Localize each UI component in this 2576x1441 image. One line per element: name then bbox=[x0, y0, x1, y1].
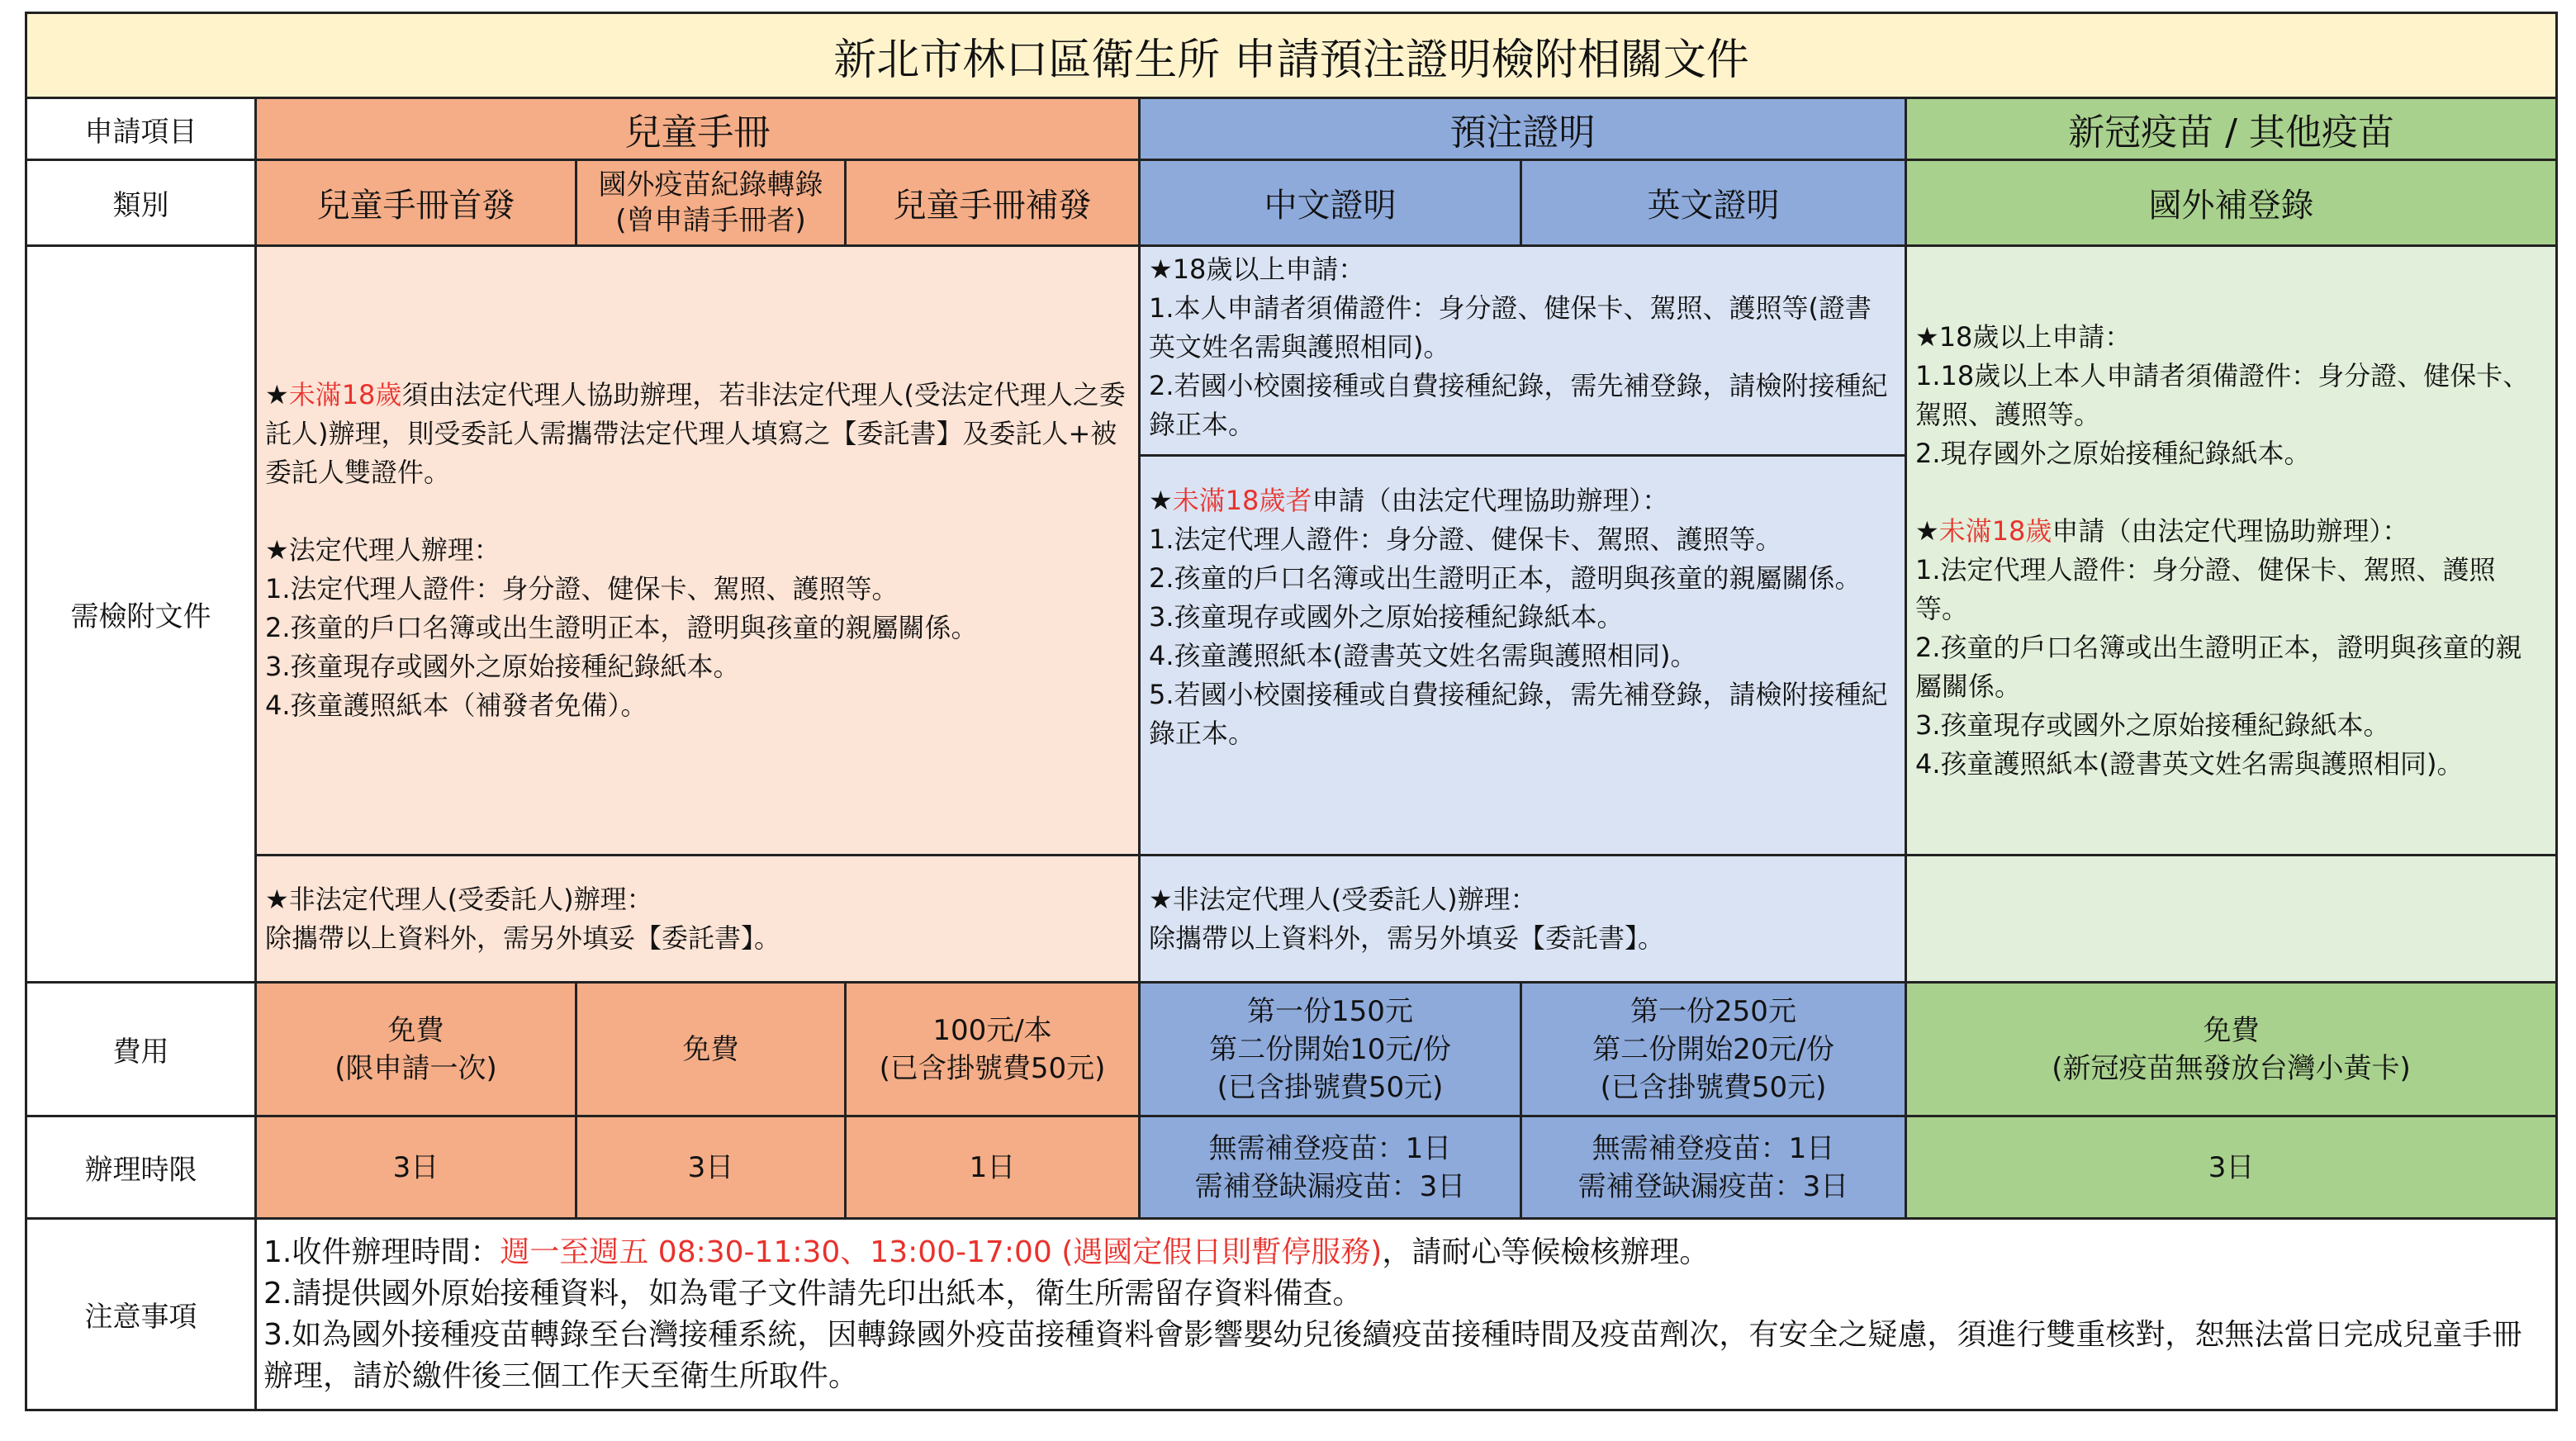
category-english-cert: 英文證明 bbox=[1521, 160, 1906, 246]
child-legal-item-2: 2.孩童的戶口名簿或出生證明正本，證明與孩童的親屬關係。 bbox=[265, 612, 978, 643]
cert-minor-item-4: 4.孩童護照紙本(證書英文姓名需與護照相同)。 bbox=[1149, 640, 1697, 671]
row-label-fee: 費用 bbox=[26, 983, 256, 1116]
cert-minor-highlight: 未滿18歲者 bbox=[1172, 485, 1312, 516]
cert-minor-item-5: 5.若國小校園接種或自費接種紀錄，需先補登錄，請檢附接種紀錄正本。 bbox=[1149, 679, 1888, 749]
cert-minor-item-1: 1.法定代理人證件：身分證、健保卡、駕照、護照等。 bbox=[1149, 524, 1782, 555]
time-foreign-transfer: 3日 bbox=[576, 1116, 846, 1219]
child-nonlegal-text: 除攜帶以上資料外，需另外填妥【委託書】。 bbox=[265, 922, 781, 954]
category-child-reissue: 兒童手冊補發 bbox=[846, 160, 1140, 246]
time-child-reissue: 1日 bbox=[846, 1116, 1140, 1219]
cert-docs-minor bbox=[1140, 456, 1906, 856]
note-1-prefix: 1.收件辦理時間： bbox=[263, 1235, 500, 1269]
star-marker: ★ bbox=[1915, 514, 1939, 547]
category-foreign-transfer bbox=[576, 160, 846, 246]
fee-chinese-line2: 第二份開始10元/份 bbox=[1209, 1032, 1451, 1066]
fee-covid-line2: (新冠疫苗無發放台灣小黃卡) bbox=[2052, 1051, 2411, 1085]
fee-child-first-line1: 免費 bbox=[387, 1013, 444, 1047]
cert-minor-item-2: 2.孩童的戶口名簿或出生證明正本，證明與孩童的親屬關係。 bbox=[1149, 562, 1862, 594]
cert-adult-title: ★18歲以上申請： bbox=[1149, 254, 1365, 285]
fee-english-line3: (已含掛號費50元) bbox=[1600, 1070, 1827, 1104]
cert-nonlegal-text: 除攜帶以上資料外，需另外填妥【委託書】。 bbox=[1149, 922, 1665, 954]
child-legal-item-4: 4.孩童護照紙本（補發者免備）。 bbox=[265, 690, 648, 721]
child-minor-note bbox=[265, 376, 1130, 492]
fee-child-first-line2: (限申請一次) bbox=[334, 1051, 497, 1085]
note-2: 2.請提供國外原始接種資料，如為電子文件請先印出紙本，衛生所需留存資料備查。 bbox=[263, 1276, 1363, 1311]
fee-child-reissue-line2: (已含掛號費50元) bbox=[879, 1051, 1106, 1085]
fee-child-first bbox=[256, 983, 576, 1116]
group-header-covid: 新冠疫苗 / 其他疫苗 bbox=[1906, 98, 2557, 160]
covid-minor-item-4: 4.孩童護照紙本(證書英文姓名需與護照相同)。 bbox=[1915, 747, 2464, 780]
fee-child-reissue bbox=[846, 983, 1140, 1116]
cert-minor-title bbox=[1149, 481, 1896, 520]
fee-chinese-line3: (已含掛號費50元) bbox=[1217, 1070, 1444, 1104]
covid-adult-title: ★18歲以上申請： bbox=[1915, 320, 2132, 353]
cert-docs-nonlegal bbox=[1140, 856, 1906, 983]
fee-english-cert bbox=[1521, 983, 1906, 1116]
covid-minor-title bbox=[1915, 512, 2547, 551]
row-label-category: 類別 bbox=[26, 160, 256, 246]
note-1 bbox=[263, 1232, 2549, 1273]
fee-child-reissue-line1: 100元/本 bbox=[932, 1013, 1052, 1047]
fee-chinese-line1: 第一份150元 bbox=[1247, 994, 1413, 1028]
covid-minor-item-3: 3.孩童現存或國外之原始接種紀錄紙本。 bbox=[1915, 709, 2390, 741]
row-label-item: 申請項目 bbox=[26, 98, 256, 160]
spacer bbox=[1915, 473, 2547, 512]
star-marker: ★ bbox=[265, 379, 289, 410]
child-nonlegal-title: ★非法定代理人(受委託人)辦理： bbox=[265, 883, 653, 915]
note-1-suffix: ，請耐心等候檢核辦理。 bbox=[1382, 1235, 1710, 1269]
cert-adult-item-1: 1.本人申請者須備證件：身分證、健保卡、駕照、護照等(證書英文姓名需與護照相同)。 bbox=[1149, 292, 1872, 363]
cert-adult-item-2: 2.若國小校園接種或自費接種紀錄，需先補登錄，請檢附接種紀錄正本。 bbox=[1149, 370, 1888, 440]
fee-english-line1: 第一份250元 bbox=[1630, 994, 1796, 1028]
group-header-child: 兒童手冊 bbox=[256, 98, 1140, 160]
time-covid: 3日 bbox=[1906, 1116, 2557, 1219]
row-label-notes: 注意事項 bbox=[26, 1219, 256, 1410]
time-chinese-cert bbox=[1140, 1116, 1521, 1219]
fee-covid bbox=[1906, 983, 2557, 1116]
child-legal-title: ★法定代理人辦理： bbox=[265, 534, 500, 566]
fee-chinese-cert bbox=[1140, 983, 1521, 1116]
spacer bbox=[265, 492, 1130, 531]
category-foreign-register: 國外補登錄 bbox=[1906, 160, 2557, 246]
star-marker: ★ bbox=[1149, 485, 1173, 516]
category-foreign-transfer-line1: 國外疫苗紀錄轉錄 bbox=[598, 168, 823, 201]
covid-minor-item-2: 2.孩童的戶口名簿或出生證明正本，證明與孩童的親屬關係。 bbox=[1915, 631, 2522, 702]
fee-foreign-transfer: 免費 bbox=[576, 983, 846, 1116]
covid-adult-item-2: 2.現存國外之原始接種紀錄紙本。 bbox=[1915, 437, 2311, 469]
fee-english-line2: 第二份開始20元/份 bbox=[1592, 1032, 1834, 1066]
time-child-first: 3日 bbox=[256, 1116, 576, 1219]
child-legal-item-3: 3.孩童現存或國外之原始接種紀錄紙本。 bbox=[265, 651, 740, 682]
row-label-documents: 需檢附文件 bbox=[26, 246, 256, 983]
row-label-time: 辦理時限 bbox=[26, 1116, 256, 1219]
child-minor-highlight: 未滿18歲 bbox=[288, 379, 402, 410]
time-english-cert bbox=[1521, 1116, 1906, 1219]
covid-minor-rest: 申請（由法定代理協助辦理）： bbox=[2052, 514, 2409, 547]
covid-minor-highlight: 未滿18歲 bbox=[1938, 514, 2052, 547]
category-child-first: 兒童手冊首發 bbox=[256, 160, 576, 246]
group-header-cert: 預注證明 bbox=[1140, 98, 1906, 160]
cert-minor-rest: 申請（由法定代理協助辦理）： bbox=[1312, 485, 1669, 516]
child-minor-text: 須由法定代理人協助辦理，若非法定代理人(受法定代理人之委託人)辦理，則受委託人需攜帶法定代理人填寫之【委託書】及委託人+被委託人雙證件。 bbox=[265, 379, 1126, 488]
covid-minor-item-1: 1.法定代理人證件：身分證、健保卡、駕照、護照等。 bbox=[1915, 553, 2496, 624]
fee-covid-line1: 免費 bbox=[2203, 1013, 2260, 1047]
time-english-line2: 需補登缺漏疫苗：3日 bbox=[1577, 1169, 1849, 1203]
document-table-wrapper bbox=[25, 12, 2558, 1411]
note-1-hours: 週一至週五 08:30-11:30、13:00-17:00 (遇國定假日則暫停服務) bbox=[500, 1235, 1383, 1269]
document-title: 新北市林口區衛生所 申請預注證明檢附相關文件 bbox=[26, 13, 2557, 98]
time-english-line1: 無需補登疫苗：1日 bbox=[1592, 1131, 1835, 1165]
covid-adult-item-1: 1.18歲以上本人申請者須備證件：身分證、健保卡、駕照、護照等。 bbox=[1915, 359, 2530, 430]
child-legal-item-1: 1.法定代理人證件：身分證、健保卡、駕照、護照等。 bbox=[265, 573, 899, 604]
child-docs-nonlegal bbox=[256, 856, 1140, 983]
time-chinese-line1: 無需補登疫苗：1日 bbox=[1208, 1131, 1452, 1165]
cert-minor-item-3: 3.孩童現存或國外之原始接種紀錄紙本。 bbox=[1149, 601, 1624, 633]
cert-docs-adult bbox=[1140, 246, 1906, 456]
category-foreign-transfer-line2: (曾申請手冊者) bbox=[615, 203, 806, 237]
covid-docs-main bbox=[1906, 246, 2557, 856]
covid-docs-nonlegal-empty bbox=[1906, 856, 2557, 983]
notes-content bbox=[256, 1219, 2557, 1410]
category-chinese-cert: 中文證明 bbox=[1140, 160, 1521, 246]
requirements-table bbox=[25, 12, 2558, 1411]
note-3: 3.如為國外接種疫苗轉錄至台灣接種系統，因轉錄國外疫苗接種資料會影響嬰幼兒後續疫苗接種時間及疫苗劑次，有安全之疑慮，須進行雙重核對，恕無法當日完成兒童手冊辦理，請於繳件後三個工作天至衛生所取件。 bbox=[263, 1317, 2522, 1393]
time-chinese-line2: 需補登缺漏疫苗：3日 bbox=[1194, 1169, 1466, 1203]
cert-nonlegal-title: ★非法定代理人(受委託人)辦理： bbox=[1149, 883, 1537, 915]
child-docs-main bbox=[256, 246, 1140, 856]
